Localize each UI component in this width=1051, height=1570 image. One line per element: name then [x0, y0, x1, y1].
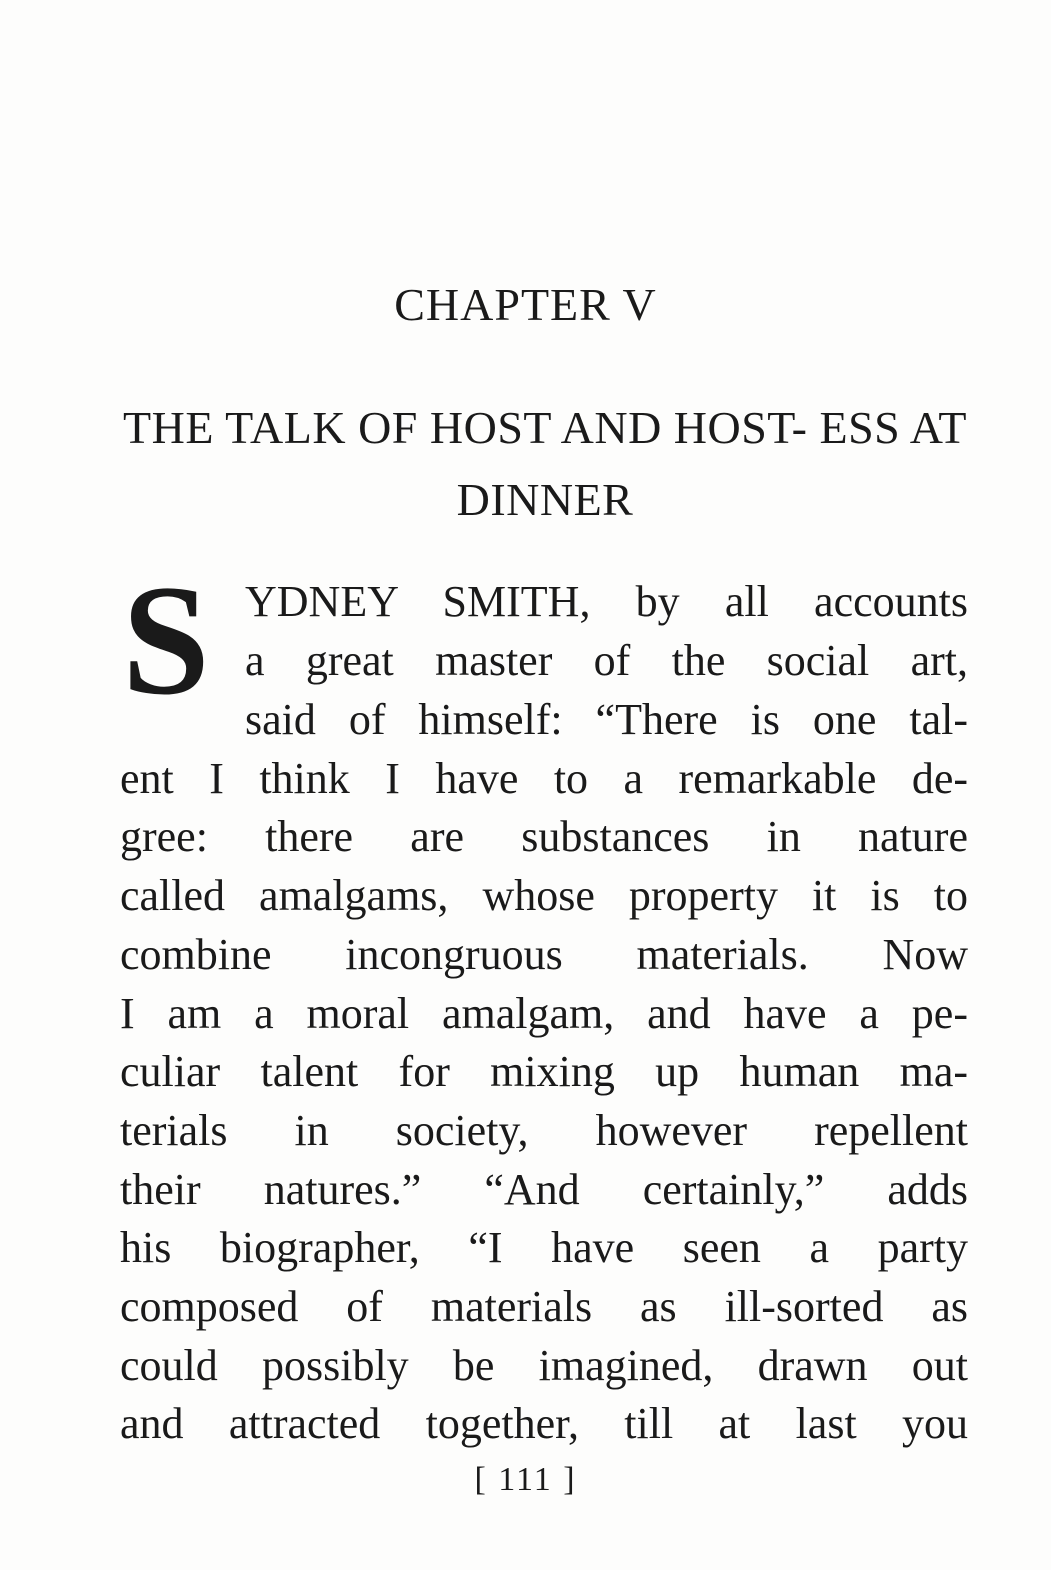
- text-line: ent I think I have to a remarkable de-: [120, 754, 968, 803]
- text-line: and attracted together, till at last you: [120, 1399, 968, 1448]
- text-line: culiar talent for mixing up human ma-: [120, 1047, 968, 1096]
- text-line: gree: there are substances in nature: [120, 812, 968, 861]
- text-line: a great master of the social art,: [245, 636, 968, 685]
- text-line: could possibly be imagined, drawn out: [120, 1341, 968, 1390]
- text-line: said of himself: “There is one tal-: [245, 695, 968, 744]
- text-line: their natures.” “And certainly,” adds: [120, 1165, 968, 1214]
- text-line: his biographer, “I have seen a party: [120, 1223, 968, 1272]
- chapter-number: CHAPTER V: [394, 279, 657, 330]
- text-line: terials in society, however repellent: [120, 1106, 968, 1155]
- text-line: I am a moral amalgam, and have a pe-: [120, 989, 968, 1038]
- text-line: called amalgams, whose property it is to: [120, 871, 968, 920]
- text-line: YDNEY SMITH, by all accounts: [245, 577, 968, 626]
- drop-cap: S: [122, 553, 210, 728]
- text-line: composed of materials as ill-sorted as: [120, 1282, 968, 1331]
- page-number: [ 111 ]: [474, 1461, 577, 1498]
- text-line: combine incongruous materials. Now: [120, 930, 968, 979]
- chapter-title: THE TALK OF HOST AND HOST- ESS AT DINNER: [123, 402, 967, 525]
